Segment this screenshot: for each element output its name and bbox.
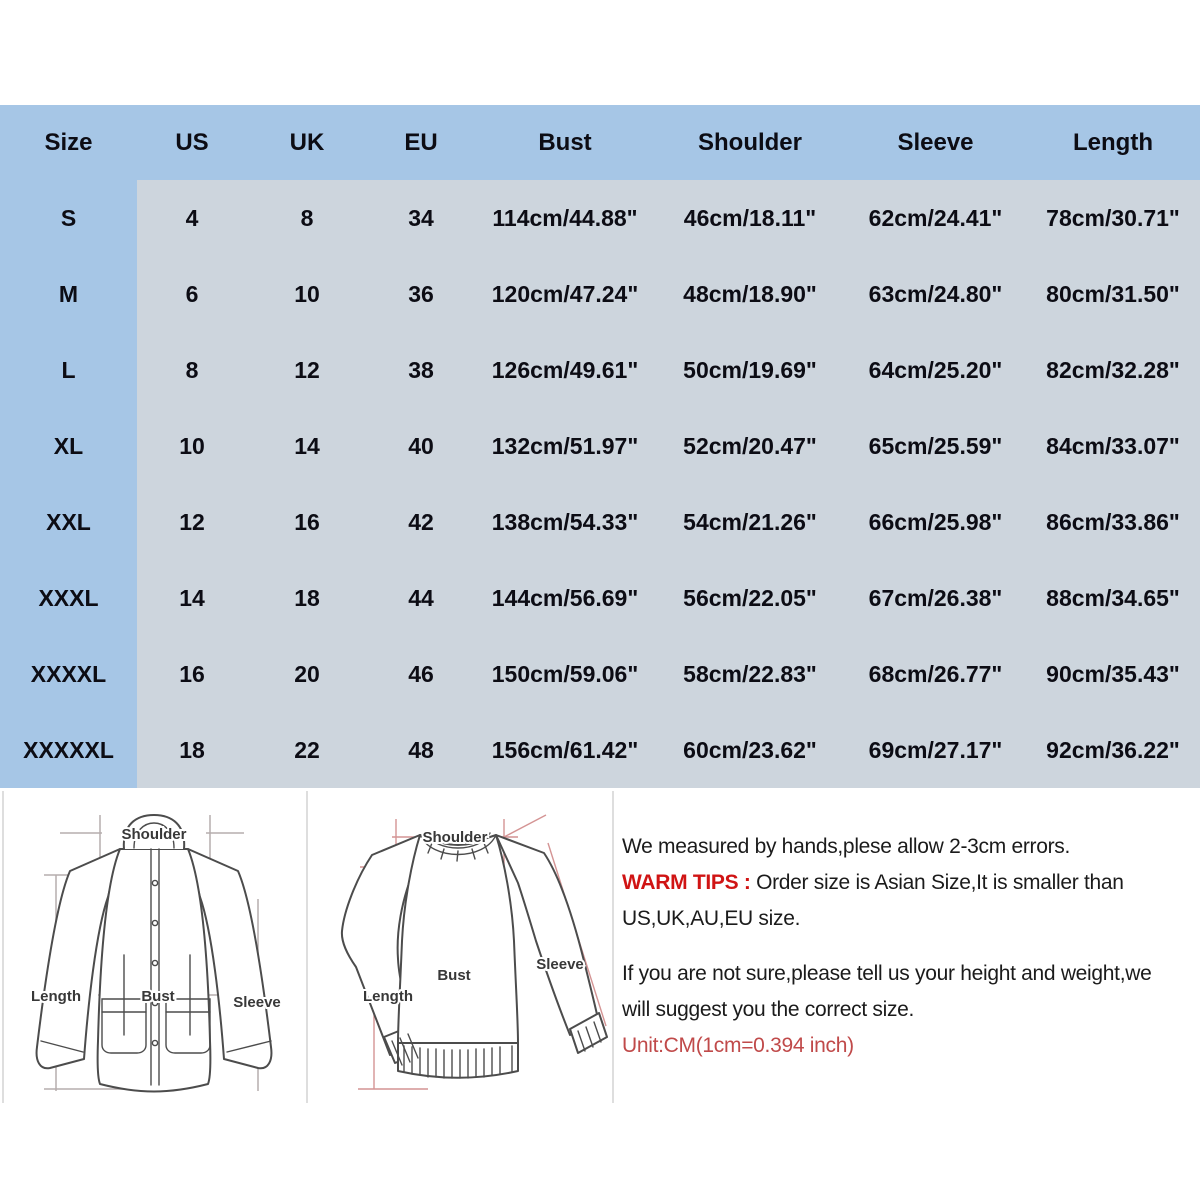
warm-tips-label: WARM TIPS : — [622, 871, 751, 894]
table-cell: 16 — [247, 484, 367, 560]
table-row — [0, 332, 1200, 408]
table-cell: 36 — [367, 256, 475, 332]
sweater-measure-diagram — [308, 791, 612, 1103]
table-cell: 86cm/33.86" — [1026, 484, 1200, 560]
sweater-length-label: Length — [363, 988, 413, 1005]
table-row — [0, 712, 1200, 788]
table-cell: 126cm/49.61" — [475, 332, 655, 408]
table-cell: 150cm/59.06" — [475, 636, 655, 712]
table-row — [0, 484, 1200, 560]
header-bust: Bust — [475, 105, 655, 180]
table-row — [0, 560, 1200, 636]
size-cell: S — [0, 180, 137, 256]
table-cell: 16 — [137, 636, 247, 712]
table-cell: 56cm/22.05" — [655, 560, 845, 636]
table-cell: 62cm/24.41" — [845, 180, 1026, 256]
header-us: US — [137, 105, 247, 180]
table-cell: 18 — [247, 560, 367, 636]
table-cell: 54cm/21.26" — [655, 484, 845, 560]
table-cell: 66cm/25.98" — [845, 484, 1026, 560]
table-cell: 138cm/54.33" — [475, 484, 655, 560]
table-cell: 69cm/27.17" — [845, 712, 1026, 788]
header-sleeve: Sleeve — [845, 105, 1026, 180]
header-shoulder: Shoulder — [655, 105, 845, 180]
jacket-sleeve-label: Sleeve — [233, 994, 281, 1011]
table-cell: 22 — [247, 712, 367, 788]
table-cell: 10 — [137, 408, 247, 484]
jacket-length-label: Length — [31, 988, 81, 1005]
table-cell: 18 — [137, 712, 247, 788]
table-cell: 82cm/32.28" — [1026, 332, 1200, 408]
jacket-measure-diagram — [4, 791, 308, 1103]
warm-tips-text: Order size is Asian Size,It is smaller than — [750, 871, 1124, 894]
sweater-bust-label: Bust — [437, 967, 471, 984]
header-length: Length — [1026, 105, 1200, 180]
table-cell: 60cm/23.62" — [655, 712, 845, 788]
table-cell: 20 — [247, 636, 367, 712]
jacket-diagram-panel — [2, 791, 306, 1103]
note-unit: Unit:CM(1cm=0.394 inch) — [622, 1034, 854, 1057]
table-cell: 92cm/36.22" — [1026, 712, 1200, 788]
note-warm-tips-line1 — [622, 865, 1200, 901]
table-cell: 64cm/25.20" — [845, 332, 1026, 408]
header-eu: EU — [367, 105, 475, 180]
size-chart-table — [0, 105, 1200, 788]
table-cell: 88cm/34.65" — [1026, 560, 1200, 636]
table-row — [0, 180, 1200, 256]
size-cell: XXXL — [0, 560, 137, 636]
table-cell: 10 — [247, 256, 367, 332]
table-cell: 52cm/20.47" — [655, 408, 845, 484]
table-cell: 58cm/22.83" — [655, 636, 845, 712]
table-cell: 144cm/56.69" — [475, 560, 655, 636]
table-cell: 50cm/19.69" — [655, 332, 845, 408]
table-cell: 156cm/61.42" — [475, 712, 655, 788]
table-cell: 132cm/51.97" — [475, 408, 655, 484]
header-row — [0, 105, 1200, 180]
table-cell: 14 — [137, 560, 247, 636]
table-cell: 120cm/47.24" — [475, 256, 655, 332]
table-cell: 12 — [247, 332, 367, 408]
table-cell: 4 — [137, 180, 247, 256]
size-cell: M — [0, 256, 137, 332]
size-cell: XXL — [0, 484, 137, 560]
table-cell: 8 — [137, 332, 247, 408]
table-cell: 80cm/31.50" — [1026, 256, 1200, 332]
table-cell: 48 — [367, 712, 475, 788]
table-cell: 12 — [137, 484, 247, 560]
table-row — [0, 636, 1200, 712]
sweater-diagram-panel — [306, 791, 612, 1103]
size-cell: XL — [0, 408, 137, 484]
table-cell: 78cm/30.71" — [1026, 180, 1200, 256]
notes-panel — [612, 791, 1200, 1103]
table-row — [0, 408, 1200, 484]
jacket-shoulder-label: Shoulder — [121, 826, 187, 843]
table-cell: 48cm/18.90" — [655, 256, 845, 332]
sweater-shoulder-label: Shoulder — [422, 829, 488, 846]
table-cell: 46cm/18.11" — [655, 180, 845, 256]
table-cell: 63cm/24.80" — [845, 256, 1026, 332]
table-cell: 6 — [137, 256, 247, 332]
table-cell: 44 — [367, 560, 475, 636]
table-cell: 34 — [367, 180, 475, 256]
jacket-bust-label: Bust — [141, 988, 175, 1005]
table-cell: 40 — [367, 408, 475, 484]
table-cell: 67cm/26.38" — [845, 560, 1026, 636]
table-cell: 90cm/35.43" — [1026, 636, 1200, 712]
table-cell: 68cm/26.77" — [845, 636, 1026, 712]
sweater-sleeve-label: Sleeve — [536, 956, 584, 973]
size-cell: XXXXXL — [0, 712, 137, 788]
size-cell: XXXXL — [0, 636, 137, 712]
table-cell: 46 — [367, 636, 475, 712]
header-size: Size — [0, 105, 137, 180]
table-cell: 14 — [247, 408, 367, 484]
table-cell: 84cm/33.07" — [1026, 408, 1200, 484]
table-cell: 38 — [367, 332, 475, 408]
size-cell: L — [0, 332, 137, 408]
note-advice-line1: If you are not sure,please tell us your height and weight,we — [622, 962, 1152, 985]
note-measure-errors: We measured by hands,plese allow 2-3cm errors. — [622, 835, 1071, 858]
table-cell: 8 — [247, 180, 367, 256]
header-uk: UK — [247, 105, 367, 180]
table-cell: 42 — [367, 484, 475, 560]
note-advice-line2: will suggest you the correct size. — [622, 998, 915, 1021]
table-cell: 65cm/25.59" — [845, 408, 1026, 484]
table-row — [0, 256, 1200, 332]
note-warm-tips-line2: US,UK,AU,EU size. — [622, 907, 801, 930]
table-cell: 114cm/44.88" — [475, 180, 655, 256]
